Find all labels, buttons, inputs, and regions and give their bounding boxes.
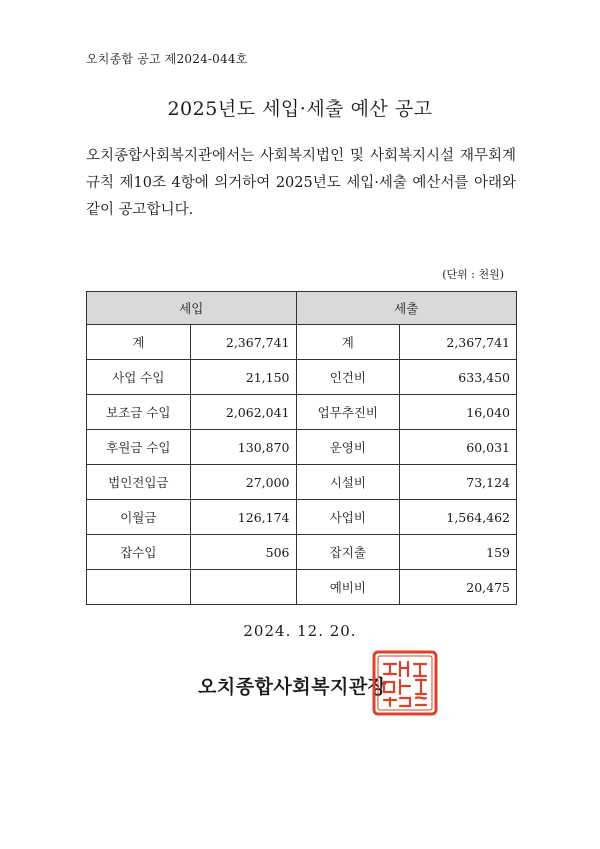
revenue-amount-cell: 130,870 xyxy=(190,430,296,465)
budget-table xyxy=(86,291,517,605)
expense-label-cell: 계 xyxy=(296,325,400,360)
expense-label-cell: 잡지출 xyxy=(296,535,400,570)
page-title: 2025년도 세입·세출 예산 공고 xyxy=(167,98,433,120)
revenue-amount-cell: 27,000 xyxy=(190,465,296,500)
expense-label-cell: 인건비 xyxy=(296,360,400,395)
document-date: 2024. 12. 20. xyxy=(243,622,357,640)
revenue-amount-cell: 126,174 xyxy=(190,500,296,535)
expense-amount-cell: 20,475 xyxy=(400,570,517,605)
revenue-label-cell: 계 xyxy=(87,325,191,360)
table-header-row xyxy=(87,292,517,325)
revenue-label-cell: 법인전입금 xyxy=(87,465,191,500)
expense-amount-cell: 633,450 xyxy=(400,360,517,395)
expense-label-cell: 시설비 xyxy=(296,465,400,500)
table-row xyxy=(87,360,517,395)
revenue-label-cell xyxy=(87,570,191,605)
expense-label-cell: 업무추진비 xyxy=(296,395,400,430)
table-row xyxy=(87,395,517,430)
seal-stamp-icon xyxy=(370,648,440,718)
revenue-label-cell: 이월금 xyxy=(87,500,191,535)
document-number: 오치종합 공고 제2024-044호 xyxy=(86,52,248,66)
table-row xyxy=(87,430,517,465)
revenue-label-cell: 사업 수입 xyxy=(87,360,191,395)
table-row xyxy=(87,535,517,570)
unit-label: (단위 : 천원) xyxy=(442,268,504,281)
revenue-header: 세입 xyxy=(87,292,297,325)
revenue-amount-cell: 2,062,041 xyxy=(190,395,296,430)
expense-header: 세출 xyxy=(296,292,517,325)
table-row xyxy=(87,465,517,500)
expense-label-cell: 예비비 xyxy=(296,570,400,605)
official-seal xyxy=(370,648,440,718)
revenue-amount-cell: 506 xyxy=(190,535,296,570)
revenue-amount-cell xyxy=(190,570,296,605)
revenue-amount-cell: 21,150 xyxy=(190,360,296,395)
expense-amount-cell: 16,040 xyxy=(400,395,517,430)
revenue-label-cell: 잡수입 xyxy=(87,535,191,570)
expense-label-cell: 사업비 xyxy=(296,500,400,535)
announcement-body: 오치종합사회복지관에서는 사회복지법인 및 사회복지시설 재무회계규칙 제10조 4항에 의거하여 2025년도 세입·세출 예산서를 아래와 같이 공고합니다. xyxy=(86,148,516,218)
revenue-label-cell: 후원금 수입 xyxy=(87,430,191,465)
revenue-amount-cell: 2,367,741 xyxy=(190,325,296,360)
expense-amount-cell: 159 xyxy=(400,535,517,570)
table-row xyxy=(87,325,517,360)
expense-amount-cell: 73,124 xyxy=(400,465,517,500)
expense-amount-cell: 60,031 xyxy=(400,430,517,465)
revenue-label-cell: 보조금 수입 xyxy=(87,395,191,430)
table-row xyxy=(87,570,517,605)
signer-name: 오치종합사회복지관장 xyxy=(198,676,387,698)
table-row xyxy=(87,500,517,535)
expense-amount-cell: 1,564,462 xyxy=(400,500,517,535)
expense-amount-cell: 2,367,741 xyxy=(400,325,517,360)
expense-label-cell: 운영비 xyxy=(296,430,400,465)
